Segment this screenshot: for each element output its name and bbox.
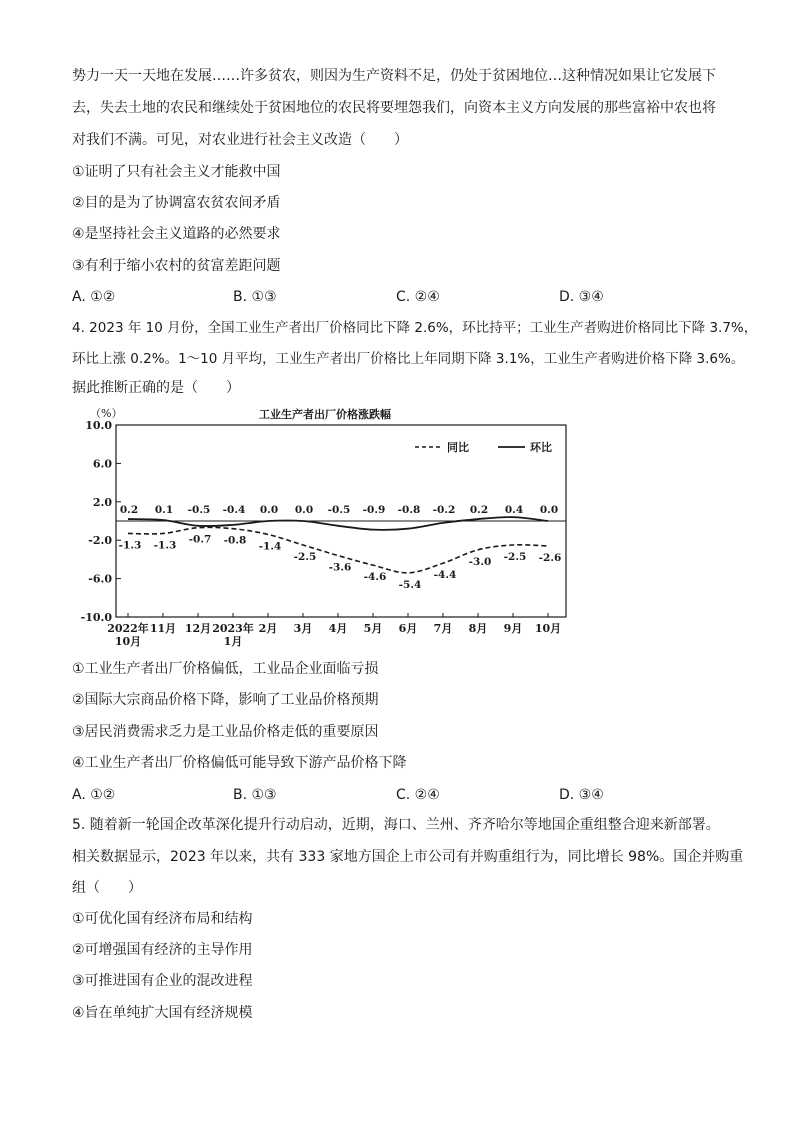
q3-option-c[interactable]: C. ②④ — [396, 289, 440, 305]
q5-stem-line-3: 组（ ） — [72, 880, 142, 896]
data-label-mom: 0.0 — [539, 504, 559, 516]
data-label-mom: -0.8 — [397, 504, 421, 516]
y-axis-unit: （%） — [90, 407, 123, 420]
q3-stem-line-3: 对我们不满。可见，对农业进行社会主义改造（ ） — [72, 132, 408, 148]
data-label-mom: -0.4 — [222, 504, 246, 516]
x-tick-label: 8月 — [468, 622, 488, 635]
data-label-mom: 0.2 — [119, 504, 139, 516]
data-label-yoy: -0.8 — [223, 534, 247, 547]
q3-statement-4: ③有利于缩小农村的贫富差距问题 — [72, 258, 281, 274]
data-label-mom: -0.5 — [327, 504, 351, 516]
q4-statement-2: ②国际大宗商品价格下降，影响了工业品价格预期 — [72, 692, 379, 708]
x-tick-label: 11月 — [149, 622, 177, 635]
data-label-yoy: -2.6 — [538, 551, 562, 564]
data-label-yoy: -5.4 — [398, 578, 422, 591]
x-tick-label: 1月 — [223, 635, 243, 648]
data-label-yoy: -0.7 — [188, 533, 212, 546]
q3-stem-line-1: 势力一天一天地在发展……许多贫农，则因为生产资料不足，仍处于贫困地位…这种情况如果让它发展下 — [72, 68, 716, 84]
data-label-yoy: -2.5 — [503, 551, 527, 563]
legend-label-yoy: 同比 — [447, 441, 469, 454]
q5-statement-2: ②可增强国有经济的主导作用 — [72, 942, 253, 958]
q3-statement-2: ②目的是为了协调富农贫农间矛盾 — [72, 195, 281, 211]
q4-stem-line-3: 据此推断正确的是（ ） — [72, 380, 240, 396]
x-tick-label: 6月 — [398, 622, 418, 635]
q4-statement-3: ③居民消费需求乏力是工业品价格走低的重要原因 — [72, 724, 379, 740]
y-tick-label: 2.0 — [92, 495, 112, 509]
q5-stem-line-2: 相关数据显示，2023 年以来，共有 333 家地方国企上市公司有并购重组行为，同比增长 98%。国企并购重 — [72, 849, 744, 865]
q5-stem-line-1: 5. 随着新一轮国企改革深化提升行动启动，近期，海口、兰州、齐齐哈尔等地国企重组整合迎来新部署。 — [72, 817, 720, 833]
data-label-mom: 0.0 — [294, 504, 314, 516]
q5-statement-1: ①可优化国有经济布局和结构 — [72, 911, 253, 927]
data-label-yoy: -4.4 — [433, 569, 457, 582]
q5-statement-4: ④旨在单纯扩大国有经济规模 — [72, 1005, 253, 1021]
x-tick-label: 10月 — [114, 635, 142, 648]
q3-option-a[interactable]: A. ①② — [72, 289, 116, 305]
y-tick-label: -2.0 — [88, 534, 112, 548]
q3-option-d[interactable]: D. ③④ — [559, 289, 604, 305]
data-label-yoy: -4.6 — [363, 571, 387, 584]
series-line-mom — [128, 517, 548, 530]
q4-options — [72, 785, 732, 805]
x-tick-label: 9月 — [503, 622, 523, 635]
x-tick-label: 2023年 — [212, 622, 254, 635]
x-tick-label: 10月 — [534, 622, 562, 635]
x-tick-label: 4月 — [328, 622, 348, 635]
q3-stem-line-2: 去，失去土地的农民和继续处于贫困地位的农民将要埋怨我们，向资本主义方向发展的那些富裕中农也将 — [72, 100, 716, 116]
data-label-mom: 0.0 — [259, 504, 279, 516]
y-tick-label: 6.0 — [92, 457, 112, 471]
x-tick-label: 12月 — [184, 622, 212, 635]
legend-label-mom: 环比 — [530, 441, 552, 454]
data-label-yoy: -1.4 — [258, 540, 282, 553]
data-label-yoy: -3.6 — [328, 561, 352, 574]
q4-statement-4: ④工业生产者出厂价格偏低可能导致下游产品价格下降 — [72, 755, 407, 771]
data-label-mom: 0.4 — [504, 504, 524, 516]
price-change-chart — [70, 400, 580, 650]
data-label-yoy: -2.5 — [293, 551, 317, 563]
y-tick-label: -6.0 — [88, 572, 112, 586]
y-tick-label: 10.0 — [85, 419, 112, 432]
q4-option-c[interactable]: C. ②④ — [396, 787, 440, 803]
data-label-mom: 0.1 — [154, 504, 174, 516]
data-label-yoy: -1.3 — [153, 539, 177, 552]
q5-statement-3: ③可推进国有企业的混改进程 — [72, 973, 253, 989]
q4-option-a[interactable]: A. ①② — [72, 787, 116, 803]
x-tick-label: 5月 — [363, 622, 383, 635]
data-label-mom: 0.2 — [469, 504, 489, 516]
q4-option-b[interactable]: B. ①③ — [233, 787, 277, 803]
data-label-yoy: -1.3 — [118, 539, 142, 552]
q4-statement-1: ①工业生产者出厂价格偏低，工业品企业面临亏损 — [72, 661, 379, 677]
q3-statement-3: ④是坚持社会主义道路的必然要求 — [72, 226, 281, 242]
q3-options — [72, 287, 732, 307]
q4-option-d[interactable]: D. ③④ — [559, 787, 604, 803]
x-tick-label: 2022年 — [107, 622, 149, 635]
chart-title: 工业生产者出厂价格涨跌幅 — [259, 408, 391, 421]
q4-stem-line-2: 环比上涨 0.2%。1～10 月平均，工业生产者出厂价格比上年同期下降 3.1%，工业生产者购进价格下降 3.6%。 — [72, 351, 745, 367]
data-label-mom: -0.9 — [362, 504, 386, 516]
x-tick-label: 2月 — [258, 622, 278, 635]
y-tick-label: -10.0 — [80, 611, 112, 624]
data-label-yoy: -3.0 — [468, 555, 492, 568]
q3-statement-1: ①证明了只有社会主义才能救中国 — [72, 164, 281, 180]
x-tick-label: 3月 — [293, 622, 313, 635]
q4-stem-line-1: 4. 2023 年 10 月份，全国工业生产者出厂价格同比下降 2.6%，环比持平；工业生产者购进价格同比下降 3.7%， — [72, 320, 758, 336]
data-label-mom: -0.5 — [187, 504, 211, 516]
q3-option-b[interactable]: B. ①③ — [233, 289, 277, 305]
x-tick-label: 7月 — [433, 622, 453, 635]
legend — [415, 440, 552, 454]
data-label-mom: -0.2 — [432, 504, 456, 516]
